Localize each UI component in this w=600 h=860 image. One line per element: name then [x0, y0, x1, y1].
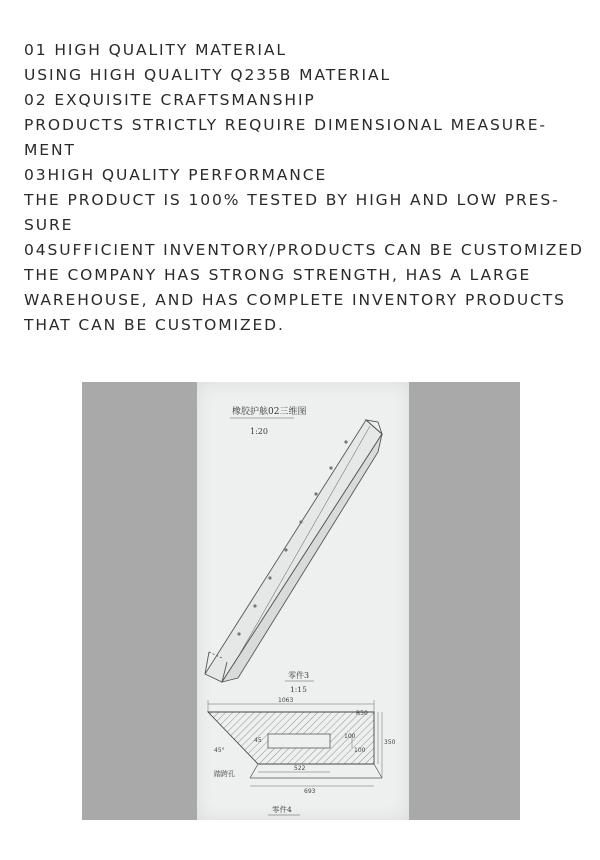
- line-6-heading: 03HIGH QUALITY PERFORMANCE: [24, 166, 328, 184]
- line-3-heading: 02 EXQUISITE CRAFTSMANSHIP: [24, 91, 316, 109]
- part4-label: 零件4: [272, 805, 292, 814]
- line-1-heading: 01 HIGH QUALITY MATERIAL: [24, 41, 287, 59]
- dim-angle: 45°: [214, 747, 225, 754]
- part3-scale: 1:15: [290, 685, 307, 694]
- line-10: THE COMPANY HAS STRONG STRENGTH, HAS A LARGE: [24, 266, 532, 284]
- dim-350: 350: [384, 739, 396, 746]
- line-12: THAT CAN BE CUSTOMIZED.: [24, 316, 285, 334]
- hole-label: 踏跨孔: [214, 770, 235, 778]
- fender-3d-view: [205, 420, 382, 682]
- drawing-scale: 1:20: [250, 427, 268, 436]
- line-5: MENT: [24, 141, 76, 159]
- part3-label: 零件3: [288, 671, 310, 680]
- drawing-title: 橡胶护舷02三维图: [232, 407, 307, 417]
- dim-693: 693: [304, 788, 316, 795]
- dim-radius: R50: [356, 710, 368, 717]
- dim-length: 1063: [278, 697, 294, 704]
- line-8: SURE: [24, 216, 74, 234]
- dim-522: 522: [294, 765, 306, 772]
- line-11: WAREHOUSE, AND HAS COMPLETE INVENTORY PRODUCTS: [24, 291, 566, 309]
- line-4: PRODUCTS STRICTLY REQUIRE DIMENSIONAL MEASURE-: [24, 116, 547, 134]
- line-9-heading: 04SUFFICIENT INVENTORY/PRODUCTS CAN BE CUSTOMIZED: [24, 241, 584, 259]
- line-2: USING HIGH QUALITY Q235B MATERIAL: [24, 66, 391, 84]
- technical-drawing: [82, 382, 520, 820]
- dim-100: 100: [354, 747, 366, 754]
- dim-100-small: 100: [344, 733, 356, 740]
- product-description: [24, 38, 584, 338]
- dim-45: 45: [254, 737, 262, 744]
- technical-drawing-photo: [82, 382, 520, 820]
- line-7: THE PRODUCT IS 100% TESTED BY HIGH AND LOW PRES-: [24, 191, 560, 209]
